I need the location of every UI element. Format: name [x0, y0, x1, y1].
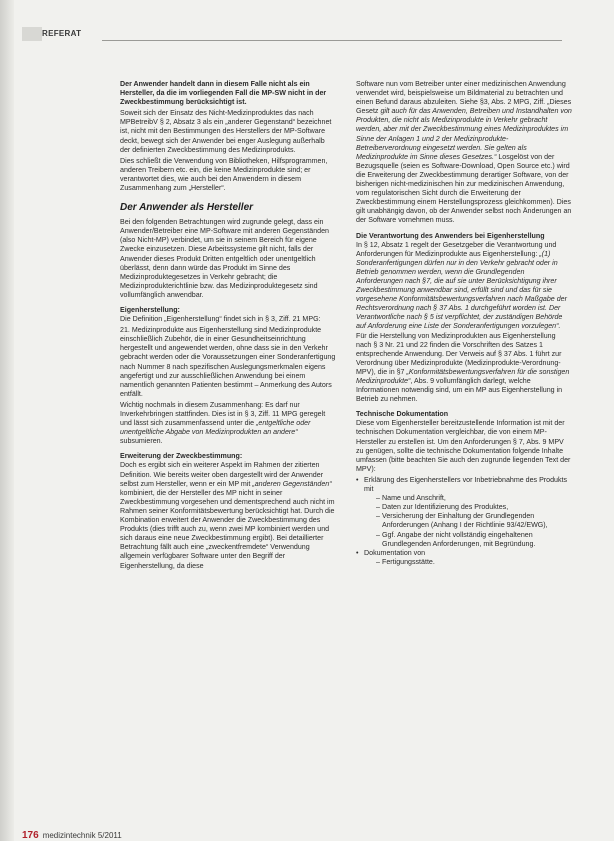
paragraph: Die Definition „Eigenherstellung“ findet sich in § 3, Ziff. 21 MPG:: [120, 315, 321, 324]
text-run: kombiniert, die der Hersteller des MP nicht in seiner Zweckbestimmung vorgesehen und dementsprechend auch nicht im Rahmen seiner Konformitätsbewertung berücksichtigt hat. Durch die Kombination erweitert der Anwender die Zweckbestimmung des Produkts (dies trifft auch zu, wenn zwei MP kombiniert werden und sich daraus eine neue Zweckbestimmung ergibt). Bei detaillierter Betrachtung fällt auch eine „zweckentfremdete“ Verwendung allgemein verfügbarer Software unter den Begriff der Eigenherstellung, da diese: [120, 488, 335, 570]
paragraph: 21. Medizinprodukte aus Eigenherstellung sind Medizinprodukte einschließlich Zubehör, die in einer Gesundheitseinrichtung hergestellt und angewendet werden, ohne dass sie in den Verkehr gebracht werden oder die Voraussetzungen einer Sonderanfertigung nach Nummer 8 nach spezifischen Auslegungsmerkmalen eigens angefertigt und zur ausschließlichen Anwendung bei einem namentlich genannten Patienten bestimmt – Anmerkung des Autors entfällt.: [120, 326, 336, 398]
italic-quote: „entgeltliche oder unentgeltliche Abgabe von Medizinprodukten an andere“: [120, 419, 311, 437]
paragraph: [120, 401, 336, 446]
text-run: subsumieren.: [120, 437, 163, 446]
subheading: Technische Dokumentation: [356, 410, 449, 419]
text-run: , Abs. 9 vollumfänglich darlegt, welche Informationen notwendig sind, um ein MP aus Eigenherstellung in Betrieb zu nehmen.: [356, 377, 563, 404]
italic-quote: „(1) Sonderanfertigungen dürfen nur in den Verkehr gebracht oder in Betrieb genommen werden, wenn die Grundlegenden Anforderungen nach §7, die auf sie unter Berücksichtigung ihrer Zweckbestimmung anwendbar sind, erfüllt sind und das für sie vorgesehene Konformitätsbewertungsverfahren nach Maßgabe der Rechtsverordnung nach § 37 Abs. 1 durchgeführt worden ist. Der Verantwortliche nach § 5 ist verpflichtet, der zuständigen Behörde auf Anforderung eine Liste der Sonderanfertigungen vorzulegen“.: [356, 249, 567, 331]
section-heading: Der Anwender als Hersteller: [120, 202, 254, 214]
list-item: – Ggf. Angabe der nicht vollständig eingehaltenen Grundlegenden Anforderungen, mit Begründung.: [376, 531, 572, 549]
journal-name: medizintechnik 5/2011: [42, 831, 122, 840]
header-rule: [102, 40, 562, 41]
list-item: – Name und Anschrift,: [376, 494, 572, 503]
italic-quote: „anderen Gegenständen“: [252, 479, 332, 488]
paragraph: Soweit sich der Einsatz des Nicht-Medizinproduktes das nach MPBetreibV § 2, Absatz 3 als ein „anderer Gegenstand“ bezeichnet ist, nicht mit den Bestimmungen des Herstellers der MP-Software deckt, bewegt sich der Anwender bei enger Auslegung außerhalb der definierten Zweckbestimmung des Medizinprodukts.: [120, 109, 332, 154]
text-run: Software nun vom Betreiber unter einer medizinischen Anwendung verwendet wird, beispielsweise um Bildmaterial zu betrachten und einen Befund daraus abzuleiten. Siehe §3, Abs. 2 MPG, Ziff. „Dieses Gesetz: [356, 80, 572, 116]
page-footer: [22, 830, 322, 841]
bullet-list: [356, 476, 572, 567]
page-binding-edge: [0, 0, 14, 841]
paragraph: [356, 80, 572, 226]
list-item: [356, 476, 572, 549]
paragraph: Bei den folgenden Betrachtungen wird zugrunde gelegt, dass ein Anwender/Betreiber eine MP-Software mit anderen Gegenständen (also Nicht-MP) verbindet, um sie in seinem Bereich für eigene Zwecke einzusetzen. Diese Arbeitssysteme gilt nicht, falls der Anwender dieses Produkt Dritten entgeltlich oder unentgeltlich überlässt, denn dann würde das Produkt im Sinne des Medizinproduktegesetzes in Verkehr gebracht; die Medizinprodukterichtlinie bzw. das Medizinproduktegesetz sind vollumfänglich anwendbar.: [120, 218, 329, 299]
subheading: Die Verantwortung des Anwenders bei Eigenherstellung: [356, 231, 545, 240]
text-run: Für die Herstellung von Medizinprodukten aus Eigenherstellung nach § 3 Nr. 21 und 22 finden die Vorschriften des Satzes 1 entsprechende Anwendung. Der Verweis auf § 37 Abs. 1 führt zur Verordnung über Medizinprodukte (Medizinprodukte-Verordnung-MPV), die in §7: [356, 331, 562, 376]
list-item: – Fertigungsstätte.: [376, 558, 572, 567]
list-item: [356, 549, 572, 567]
dash-list: [364, 558, 572, 567]
lead-paragraph: Der Anwender handelt dann in diesem Falle nicht als ein Hersteller, da die im vorliegenden Fall die MP-SW nicht in der Zweckbestimmung berücksichtigt ist.: [120, 80, 327, 107]
dash-list: [364, 494, 572, 549]
paragraph: Dies schließt die Verwendung von Bibliotheken, Hilfsprogrammen, anderen Treibern etc. ein, die keine Medizinprodukte sind; er verantwortet dies, wie auch bei den Anwendern in diesem Zusammenhang zum „Hersteller“.: [120, 156, 328, 193]
subheading: Erweiterung der Zweckbestimmung:: [120, 452, 243, 461]
list-item-text: Erklärung des Eigenherstellers vor Inbetriebnahme des Produkts mit: [364, 475, 568, 494]
paragraph: Diese vom Eigenhersteller bereitzustellende Information ist mit der technischen Dokumentation vergleichbar, die von einem MP-Hersteller zu erstellen ist. Um den Anforderungen § 7, Abs. 9 MPV zu genügen, sollte die technische Dokumentation folgende Inhalte umfassen (bitte beachten Sie auch den zugrunde liegenden Text der MPV):: [356, 419, 571, 473]
italic-quote: „Konformitätsbewertungsverfahren für die sonstigen Medizinprodukte“: [356, 367, 570, 385]
article-column-right: [356, 80, 572, 820]
list-item-text: Dokumentation von: [364, 548, 426, 557]
section-tag: REFERAT: [42, 29, 82, 38]
text-run: Doch es ergibt sich ein weiterer Aspekt im Rahmen der zitierten Definition. Wie bereits weiter oben dargestellt wird der Anwender selbst zum Hersteller, wenn er ein MP mit: [120, 461, 324, 488]
text-run: Losgelöst von der Bezugsquelle (seien es Software-Download, Open Source etc.) wird die Erweiterung der Zweckbestimmung derartiger Software, von der bisherigen nicht-medizinischen hin zur medizinischen Anwendung, vom regulatorischen Sicht durch die Erweiterung der Zweckbestimmung einem Herstellungsprozess gleichkommen). Dies gilt unabhängig davon, ob der Anwender selbst noch Änderungen an der Software vornehmen muss.: [356, 152, 572, 225]
list-item: – Versicherung der Einhaltung der Grundlegenden Anforderungen (Anhang I der Richtlinie 93/42/EWG),: [376, 512, 572, 530]
italic-quote: gilt auch für das Anwenden, Betreiben und Instandhalten von Produkten, die nicht als Medizinprodukte in Verkehr gebracht werden, aber mit der Zweckbestimmung eines Medizinproduktes im Sinne der Anlagen 1 und 2 der Medizinprodukte-Betreiberverordnung eingesetzt werden. Sie gelten als Medizinprodukte im Sinne dieses Gesetzes.“: [356, 107, 572, 161]
page-number: 176: [22, 830, 39, 841]
text-run: In § 12, Absatz 1 regelt der Gesetzgeber die Verantwortung und Anforderungen für Medizinprodukte aus Eigenherstellung:: [356, 240, 557, 258]
header-marker: [22, 27, 42, 41]
text-run: Wichtig nochmals in diesem Zusammenhang: Es darf nur Inverkehrbringen stattfinden. Dies ist in § 3, Ziff. 11 MPG geregelt und lässt sich zusammenfassend unter die: [120, 400, 326, 428]
subheading: Eigenherstellung:: [120, 305, 180, 314]
paragraph: [356, 241, 572, 405]
article-column-left: [120, 80, 336, 820]
list-item: – Daten zur Identifizierung des Produktes,: [376, 503, 572, 512]
paragraph: [120, 461, 336, 570]
